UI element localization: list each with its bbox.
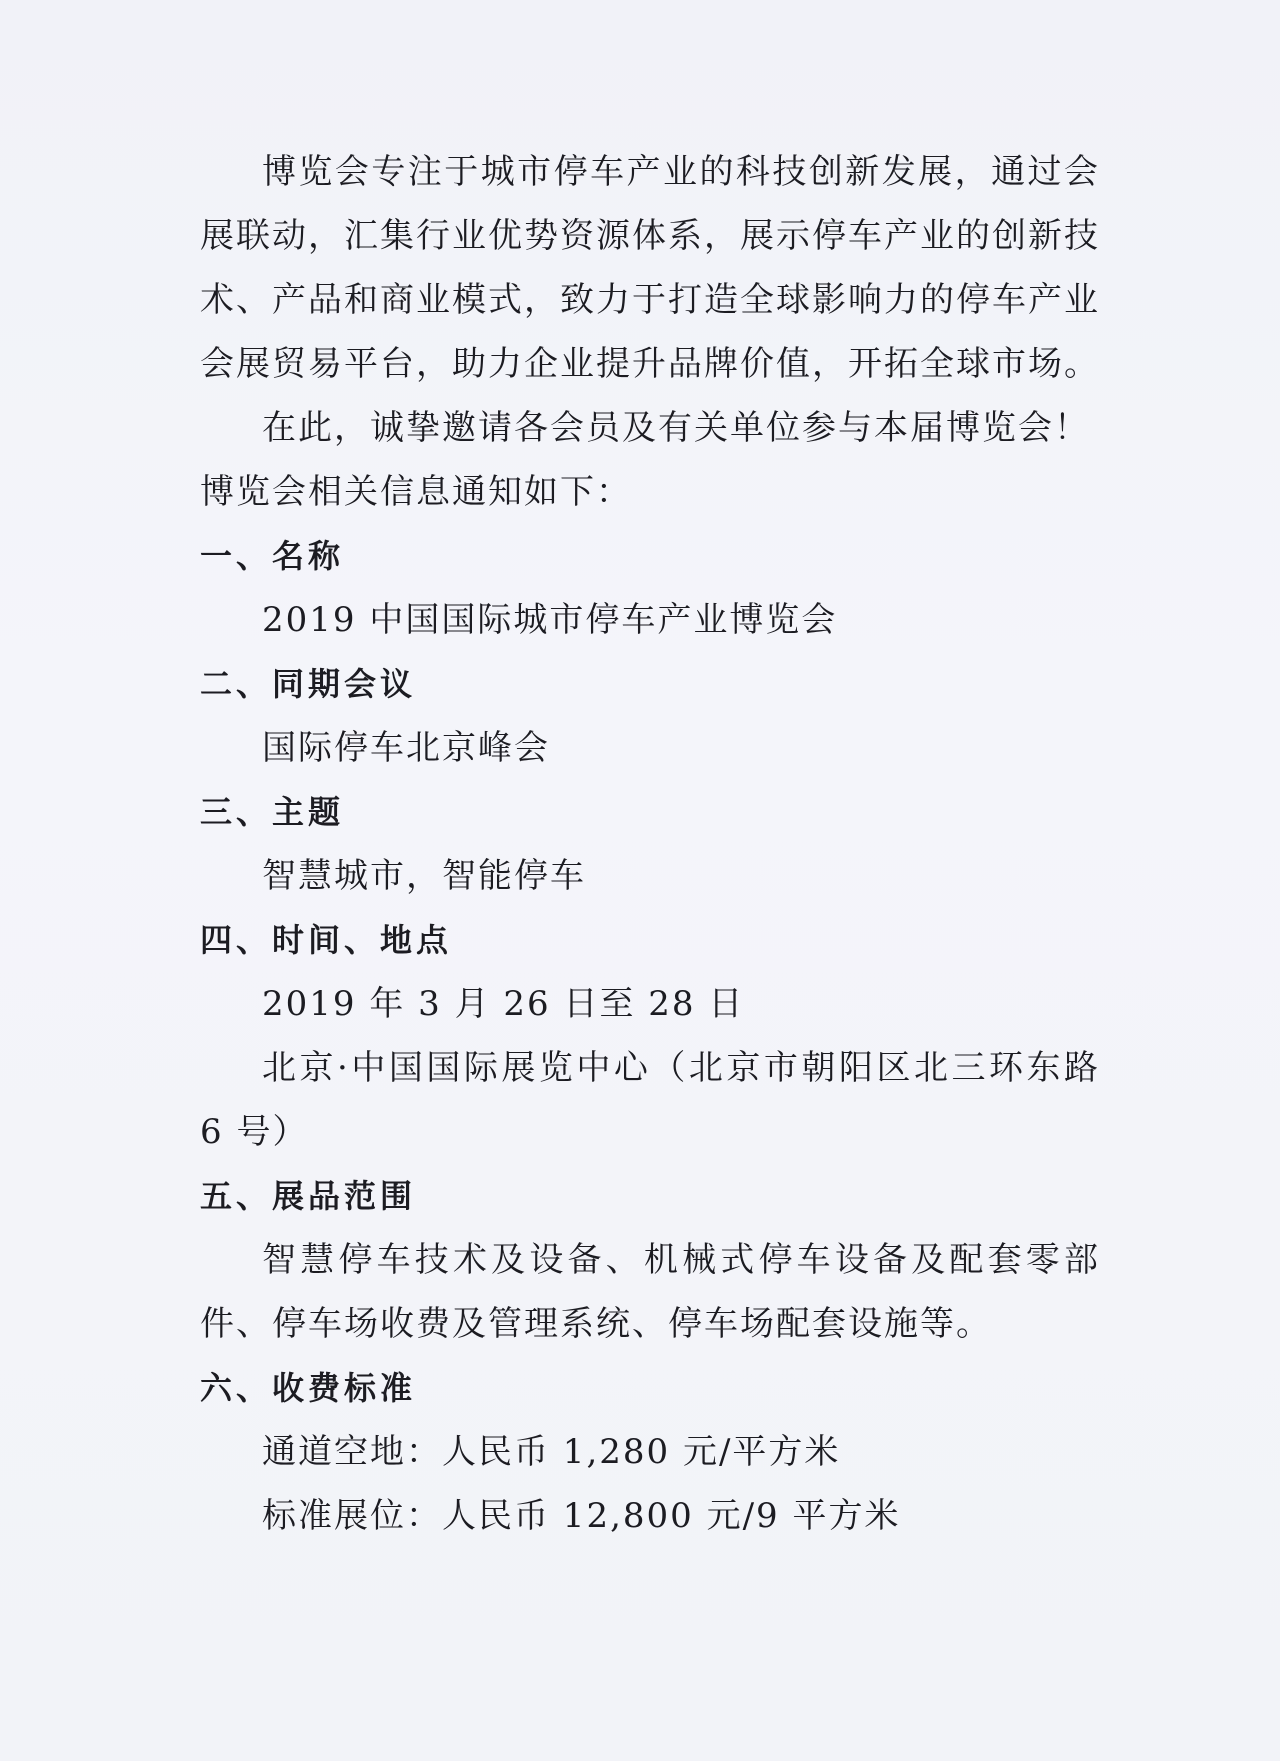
section-name-value: 2019 中国国际城市停车产业博览会	[262, 600, 838, 640]
section-exhibit-scope-value: 智慧停车技术及设备、机械式停车设备及配套零部件、停车场收费及管理系统、停车场配套设施等。	[200, 1240, 1100, 1344]
notice-lead: 博览会相关信息通知如下：	[200, 472, 632, 512]
section-heading-fees: 六、收费标准	[200, 1369, 417, 1407]
fee-aisle-space: 通道空地：人民币 1,280 元/平方米	[262, 1432, 841, 1472]
section-heading-exhibit-scope: 五、展品范围	[200, 1177, 417, 1215]
document-body	[200, 140, 1100, 1548]
section-heading-conference: 二、同期会议	[200, 665, 417, 703]
section-place-value: 北京·中国国际展览中心（北京市朝阳区北三环东路 6 号）	[200, 1048, 1100, 1152]
section-theme-value: 智慧城市，智能停车	[262, 856, 586, 896]
section-heading-name: 一、名称	[200, 537, 345, 575]
intro-paragraph: 博览会专注于城市停车产业的科技创新发展，通过会展联动，汇集行业优势资源体系，展示停车产业的创新技术、产品和商业模式，致力于打造全球影响力的停车产业会展贸易平台，助力企业提升品牌价值，开拓全球市场。	[200, 152, 1100, 384]
section-heading-theme: 三、主题	[200, 793, 345, 831]
invitation-paragraph: 在此，诚挚邀请各会员及有关单位参与本届博览会！	[262, 408, 1090, 448]
section-heading-time-place: 四、时间、地点	[200, 921, 453, 959]
section-conference-value: 国际停车北京峰会	[262, 728, 550, 768]
section-time-value: 2019 年 3 月 26 日至 28 日	[262, 984, 745, 1024]
fee-standard-booth: 标准展位：人民币 12,800 元/9 平方米	[262, 1496, 901, 1536]
